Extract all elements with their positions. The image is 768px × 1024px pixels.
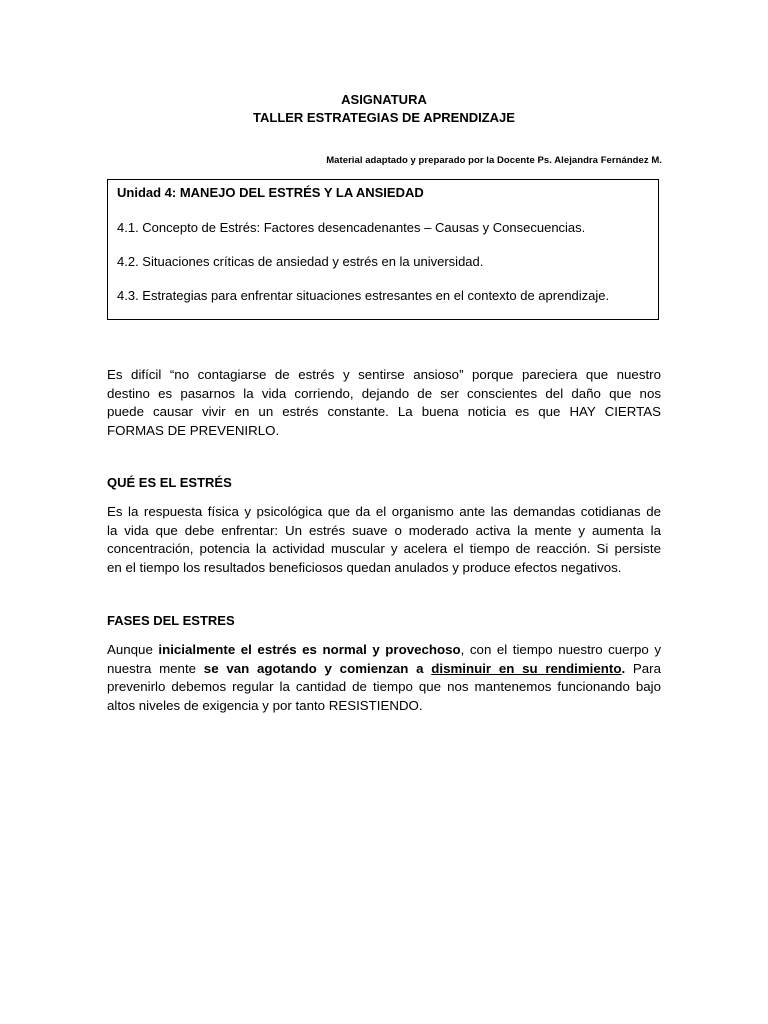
- author-credit: Material adaptado y preparado por la Docente Ps. Alejandra Fernández M.: [326, 155, 662, 166]
- unit-summary-box: [107, 179, 659, 320]
- phases-line: [107, 660, 661, 679]
- phases-text: Aunque: [107, 642, 159, 657]
- intro-line: FORMAS DE PREVENIRLO.: [107, 422, 280, 438]
- phases-underlined-emphasis: disminuir en su rendimiento: [431, 660, 622, 676]
- phases-emphasis: se van agotando y comienzan a: [203, 660, 432, 676]
- phases-text: nuestra mente: [107, 660, 204, 676]
- intro-line: Es difícil “no contagiarse de estrés y sentirse ansioso” porque pareciera que nuestro: [107, 367, 661, 382]
- section-heading-phases: FASES DEL ESTRES: [107, 613, 235, 628]
- intro-line: puede causar vivir en un estrés constante. La buena noticia es que HAY CIERTAS: [107, 404, 661, 419]
- phases-text: Para: [625, 660, 661, 676]
- intro-line: destino es pasarnos la vida corriendo, dejando de ser conscientes del daño que nos: [107, 385, 661, 401]
- unit-item-1: 4.1. Concepto de Estrés: Factores desencadenantes – Causas y Consecuencias.: [117, 220, 586, 235]
- stress-line: la vida que debe enfrentar: Un estrés suave o moderado activa la mente y aumenta la: [107, 522, 661, 538]
- unit-item-3: 4.3. Estrategias para enfrentar situaciones estresantes en el contexto de aprendizaje.: [117, 288, 610, 303]
- section-heading-stress: QUÉ ES EL ESTRÉS: [107, 475, 232, 490]
- course-title: TALLER ESTRATEGIAS DE APRENDIZAJE: [253, 110, 515, 125]
- phases-line: altos niveles de exigencia y por tanto RESISTIENDO.: [107, 697, 423, 713]
- phases-line: [107, 641, 661, 660]
- stress-definition-paragraph: [107, 503, 661, 577]
- intro-paragraph: [107, 366, 661, 440]
- subject-label: ASIGNATURA: [341, 92, 427, 107]
- phases-emphasis: inicialmente el estrés es normal y provechoso: [158, 642, 461, 657]
- phases-text: , con el tiempo nuestro cuerpo y: [460, 642, 661, 657]
- phases-line: prevenirlo debemos regular la cantidad de tiempo que nos mantenemos funcionando bajo: [107, 679, 661, 694]
- stress-line: Es la respuesta física y psicológica que da el organismo ante las demandas cotidianas de: [107, 504, 661, 519]
- phases-paragraph: [107, 641, 661, 715]
- stress-line: concentración, potencia la actividad muscular y acelera el tiempo de reacción. Si persiste: [107, 541, 661, 556]
- unit-item-2: 4.2. Situaciones críticas de ansiedad y estrés en la universidad.: [117, 254, 484, 269]
- phases-emphasis: .: [621, 660, 626, 676]
- stress-line: en el tiempo los resultados beneficiosos quedan anulados y produce efectos negativos.: [107, 559, 622, 575]
- unit-title: Unidad 4: MANEJO DEL ESTRÉS Y LA ANSIEDAD: [117, 185, 424, 200]
